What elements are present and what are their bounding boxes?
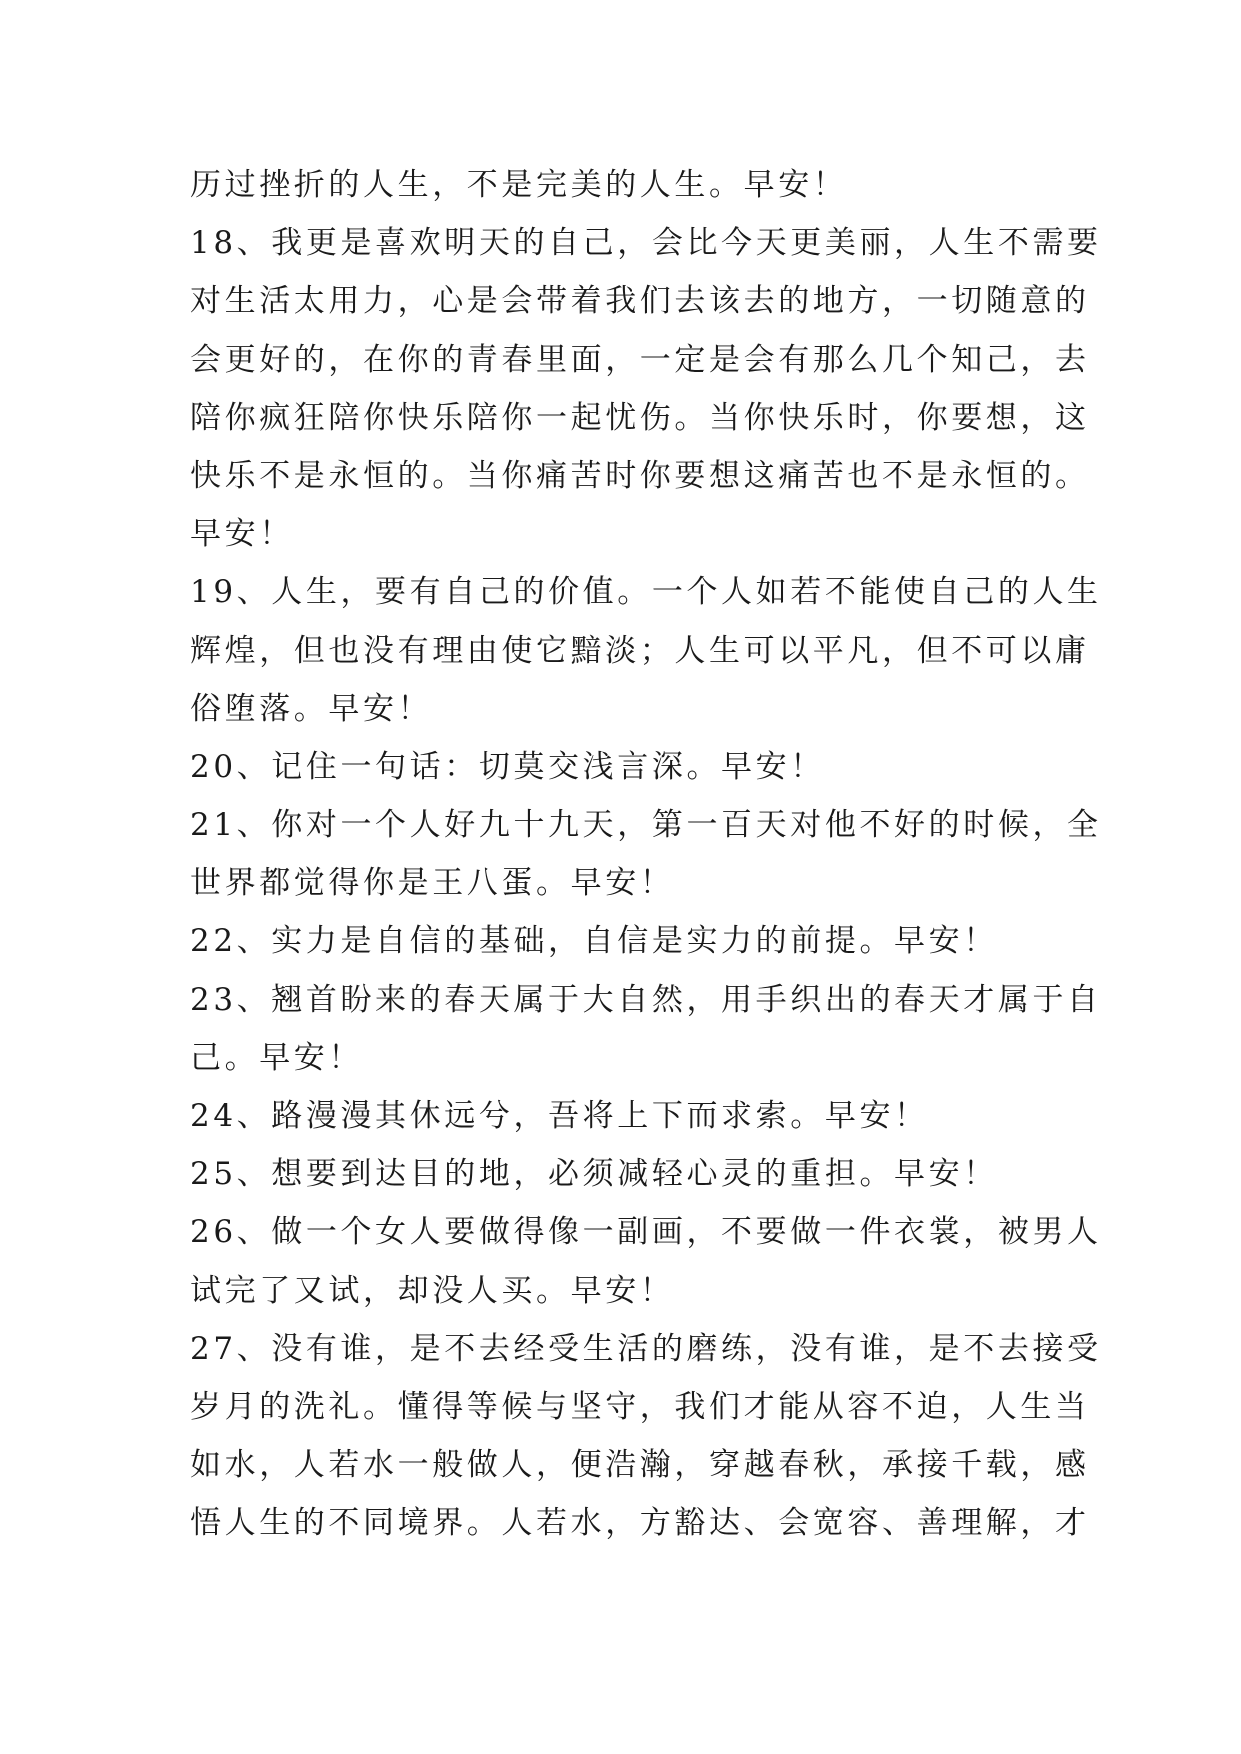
text-line: 26、做一个女人要做得像一副画，不要做一件衣裳，被男人 — [190, 1214, 1102, 1251]
text-line: 20、记住一句话：切莫交浅言深。早安！ — [190, 748, 825, 785]
text-line: 对生活太用力，心是会带着我们去该去的地方，一切随意的 — [190, 283, 1090, 320]
text-line: 俗堕落。早安！ — [190, 690, 433, 727]
document-body — [190, 156, 1102, 1553]
text-line: 岁月的洗礼。懂得等候与坚守，我们才能从容不迫，人生当 — [190, 1388, 1090, 1425]
text-line: 19、人生，要有自己的价值。一个人如若不能使自己的人生 — [190, 574, 1102, 611]
text-line: 己。早安！ — [190, 1039, 363, 1076]
text-line: 23、翘首盼来的春天属于大自然，用手织出的春天才属于自 — [190, 981, 1102, 1018]
text-line: 世界都觉得你是王八蛋。早安！ — [190, 865, 675, 902]
text-line: 会更好的，在你的青春里面，一定是会有那么几个知己，去 — [190, 341, 1090, 378]
text-line: 快乐不是永恒的。当你痛苦时你要想这痛苦也不是永恒的。 — [190, 457, 1090, 494]
text-line: 27、没有谁，是不去经受生活的磨练，没有谁，是不去接受 — [190, 1330, 1102, 1367]
text-line: 25、想要到达目的地，必须减轻心灵的重担。早安！ — [190, 1156, 998, 1193]
text-line: 24、路漫漫其休远兮，吾将上下而求索。早安！ — [190, 1098, 929, 1134]
text-line: 21、你对一个人好九十九天，第一百天对他不好的时候，全 — [190, 807, 1102, 844]
text-line: 22、实力是自信的基础，自信是实力的前提。早安！ — [190, 923, 998, 960]
text-line: 试完了又试，却没人买。早安！ — [190, 1272, 675, 1309]
text-line: 18、我更是喜欢明天的自己，会比今天更美丽，人生不需要 — [190, 225, 1102, 262]
text-line: 陪你疯狂陪你快乐陪你一起忧伤。当你快乐时，你要想，这 — [190, 399, 1090, 436]
text-line: 辉煌，但也没有理由使它黯淡；人生可以平凡，但不可以庸 — [190, 632, 1090, 669]
text-line: 如水，人若水一般做人，便浩瀚，穿越春秋，承接千载，感 — [190, 1447, 1090, 1484]
text-line: 历过挫折的人生，不是完美的人生。早安！ — [190, 167, 848, 203]
text-line: 悟人生的不同境界。人若水，方豁达、会宽容、善理解，才 — [190, 1505, 1090, 1542]
text-line: 早安！ — [190, 516, 294, 553]
